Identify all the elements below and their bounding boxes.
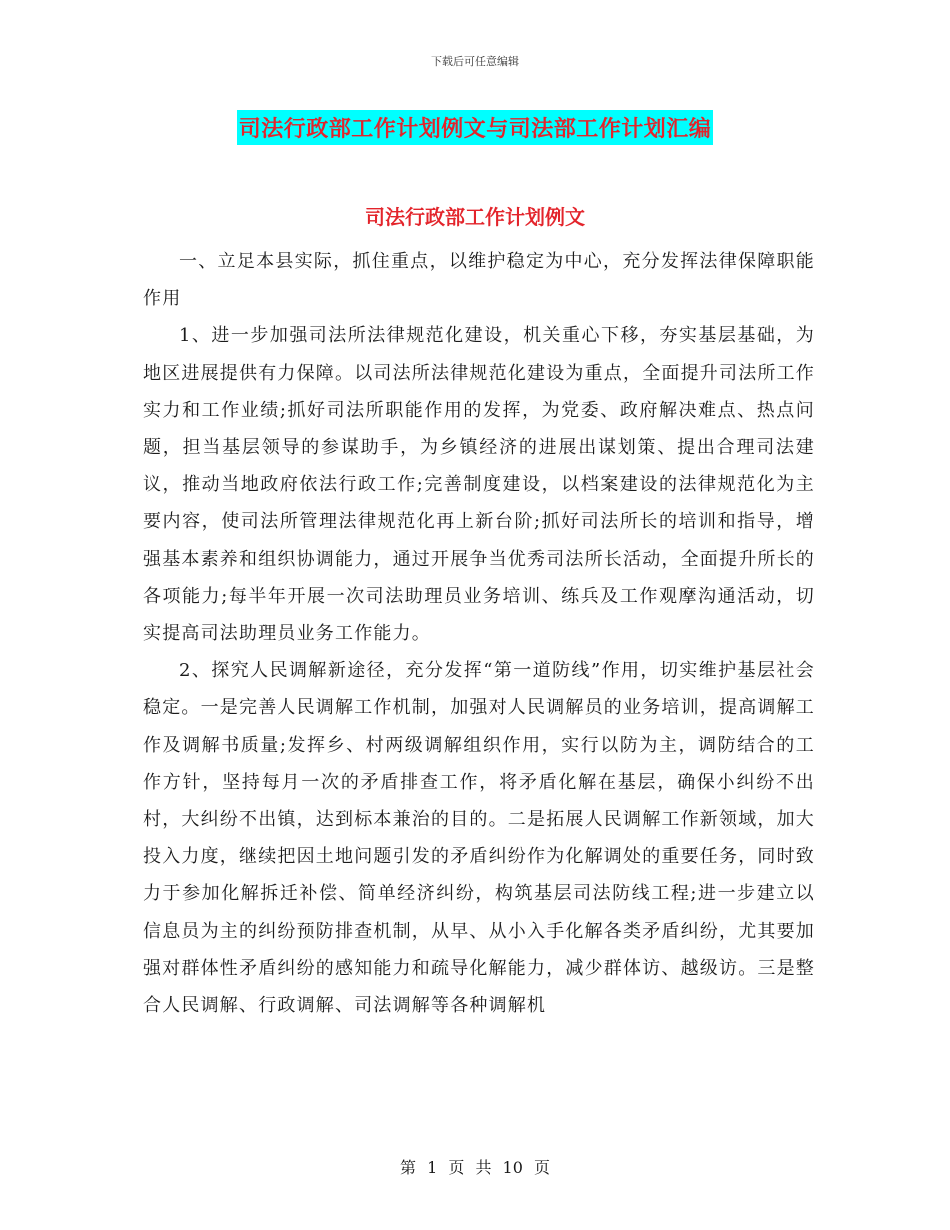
paragraph: 2、探究人民调解新途径，充分发挥“第一道防线”作用，切实维护基层社会稳定。一是完善人民调解工作机制，加强对人民调解员的业务培训，提高调解工作及调解书质量;发挥乡、村两级调解组织作用，实行以防为主，调防结合的工作方针，坚持每月一次的矛盾排查工作，将矛盾化解在基层，确保小纠纷不出村，大纠纷不出镇，达到标本兼治的目的。二是拓展人民调解工作新领域，加大投入力度，继续把因土地问题引发的矛盾纠纷作为化解调处的重要任务，同时致力于参加化解拆迁补偿、简单经济纠纷，构筑基层司法防线工程;进一步建立以信息员为主的纠纷预防排查机制，从早、从小入手化解各类矛盾纠纷，尤其要加强对群体性矛盾纠纷的感知能力和疏导化解能力，减少群体访、越级访。三是整合人民调解、行政调解、司法调解等各种调解机 — [143, 660, 815, 1017]
paragraph: 1、进一步加强司法所法律规范化建设，机关重心下移，夯实基层基础，为地区进展提供有力保障。以司法所法律规范化建设为重点，全面提升司法所工作实力和工作业绩;抓好司法所职能作用的发挥，为党委、政府解决难点、热点问题，担当基层领导的参谋助手，为乡镇经济的进展出谋划策、提出合理司法建议，推动当地政府依法行政工作;完善制度建设，以档案建设的法律规范化为主要内容，使司法所管理法律规范化再上新台阶;抓好司法所长的培训和指导，增强基本素养和组织协调能力，通过开展争当优秀司法所长活动，全面提升所长的各项能力;每半年开展一次司法助理员业务培训、练兵及工作观摩沟通活动，切实提高司法助理员业务工作能力。 — [143, 325, 815, 645]
paragraph: 一、立足本县实际，抓住重点，以维护稳定为中心，充分发挥法律保障职能作用 — [143, 251, 815, 310]
main-title: 司法行政部工作计划例文与司法部工作计划汇编 — [237, 110, 714, 145]
main-title-container — [0, 110, 950, 145]
page-header-note: 下载后可任意编辑 — [431, 55, 519, 68]
page-number-footer: 第 1 页 共 10 页 — [400, 1158, 550, 1177]
section-title: 司法行政部工作计划例文 — [365, 205, 585, 229]
document-body — [143, 243, 815, 1024]
